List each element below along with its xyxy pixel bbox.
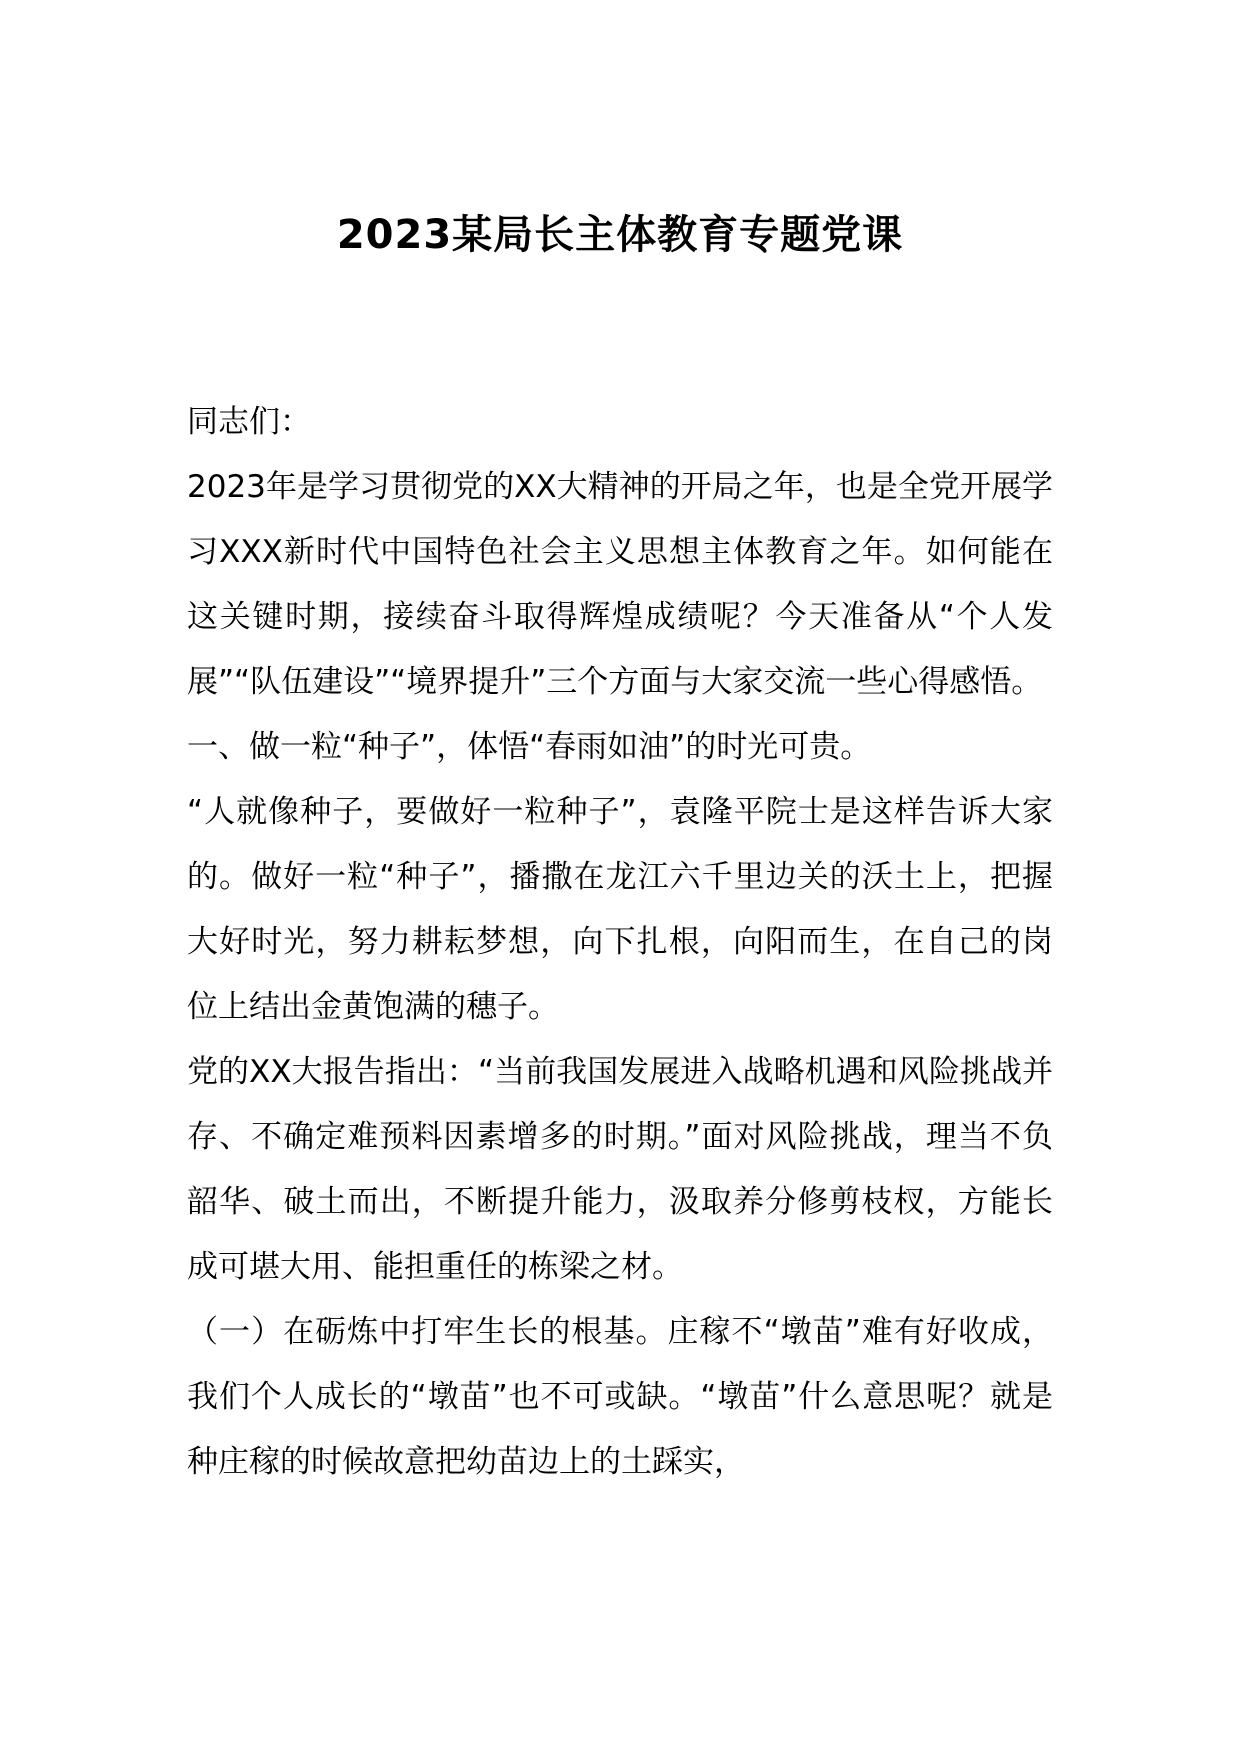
paragraph-subsection-1: （一）在砺炼中打牢生长的根基。庄稼不“墩苗”难有好收成，我们个人成长的“墩苗”也不可或缺。“墩苗”什么意思呢？就是种庄稼的时候故意把幼苗边上的土踩实，	[187, 1314, 1053, 1480]
section-heading-1: 一、做一粒“种子”，体悟“春雨如油”的时光可贵。	[187, 729, 872, 765]
paragraph-seed: “人就像种子，要做好一粒种子”，袁隆平院士是这样告诉大家的。做好一粒“种子”，播撒在龙江六千里边关的沃土上，把握大好时光，努力耕耘梦想，向下扎根，向阳而生，在自己的岗位上结出金黄饱满的穗子。	[187, 794, 1053, 1025]
paragraph-intro: 2023年是学习贯彻党的XX大精神的开局之年，也是全党开展学习XXX新时代中国特色社会主义思想主体教育之年。如何能在这关键时期，接续奋斗取得辉煌成绩呢？今天准备从“个人发展”“队伍建设”“境界提升”三个方面与大家交流一些心得感悟。	[187, 469, 1053, 700]
paragraph-report: 党的XX大报告指出：“当前我国发展进入战略机遇和风险挑战并存、不确定难预料因素增多的时期。”面对风险挑战，理当不负韶华、破土而出，不断提升能力，汲取养分修剪枝杈，方能长成可堪大用、能担重任的栋梁之材。	[187, 1054, 1053, 1285]
paragraph-salutation: 同志们：	[187, 404, 311, 440]
document-body	[187, 390, 1053, 1495]
document-title: 2023某局长主体教育专题党课	[336, 212, 904, 258]
